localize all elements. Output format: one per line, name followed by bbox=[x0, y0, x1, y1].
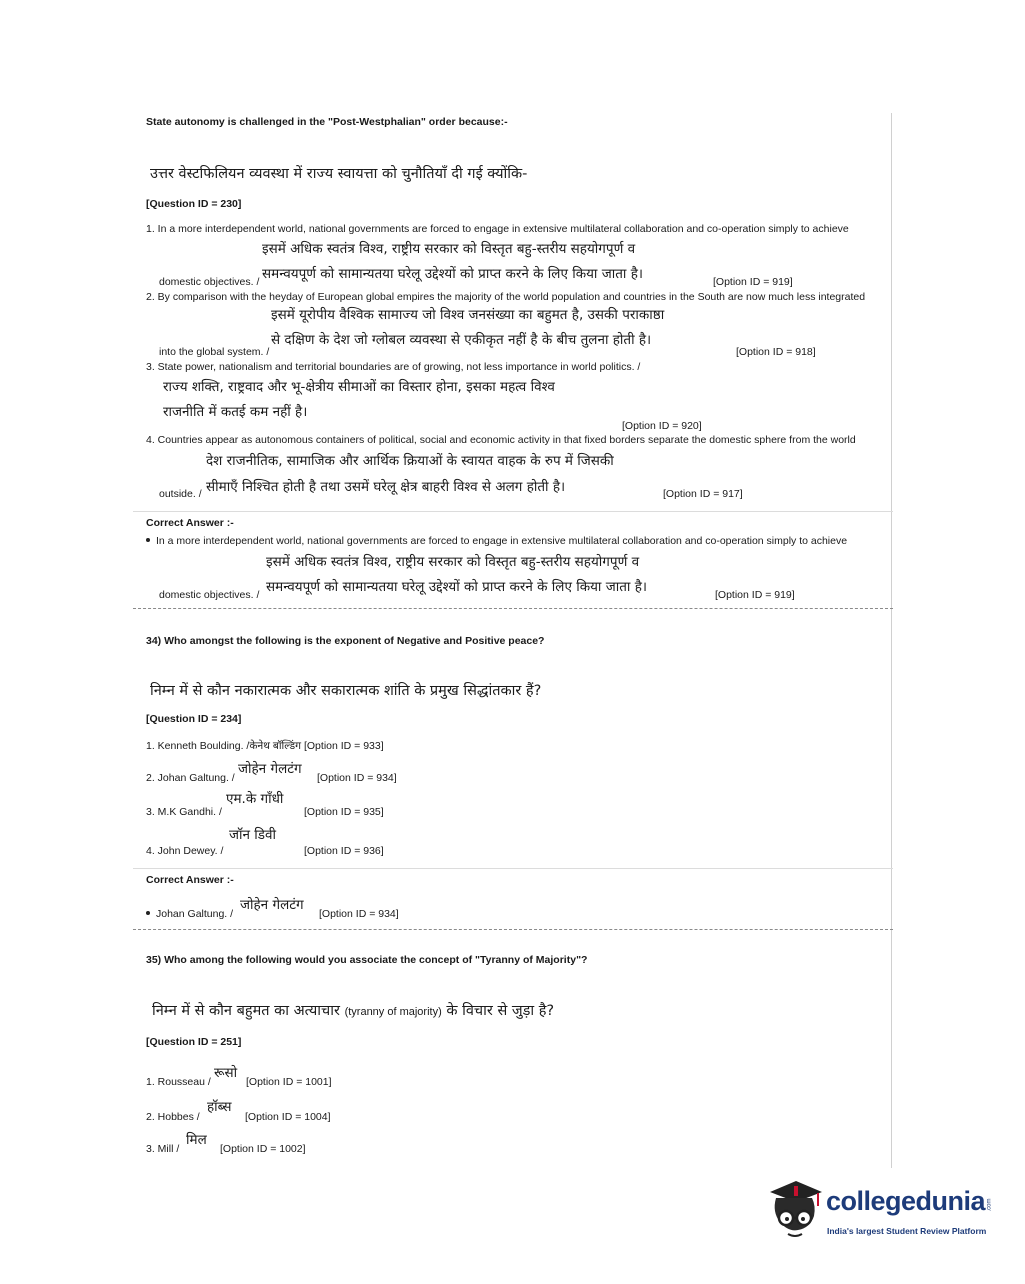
q33-option-2-line1: 2. By comparison with the heyday of European global empires the majority of the world population and countries in the South are now much less integrated bbox=[146, 291, 866, 303]
q35-option-2-hi: हॉब्स bbox=[207, 1099, 232, 1115]
q35-option-3-en: 3. Mill / bbox=[146, 1143, 180, 1155]
q34-option-3-en: 3. M.K Gandhi. / bbox=[146, 806, 222, 818]
q33-option-4-id: [Option ID = 917] bbox=[663, 488, 743, 500]
q35-option-1-en: 1. Rousseau / bbox=[146, 1076, 211, 1088]
question-separator bbox=[133, 608, 893, 609]
student-mascot-icon bbox=[766, 1178, 826, 1244]
q35-option-1-id: [Option ID = 1001] bbox=[246, 1076, 332, 1088]
q35-question-hi-a: निम्न में से कौन बहुमत का अत्याचार bbox=[152, 1003, 340, 1019]
q35-option-2-en: 2. Hobbes / bbox=[146, 1111, 200, 1123]
q34-question-en: 34) Who amongst the following is the exponent of Negative and Positive peace? bbox=[146, 635, 545, 647]
q34-option-3-hi: एम.के गाँधी bbox=[226, 791, 284, 807]
q35-option-2-id: [Option ID = 1004] bbox=[245, 1111, 331, 1123]
q34-option-1: 1. Kenneth Boulding. /केनेथ बॉल्डिंग [Option ID = 933] bbox=[146, 740, 384, 752]
q33-option-4-line2: outside. / bbox=[159, 488, 202, 500]
q34-question-hi: निम्न में से कौन नकारात्मक और सकारात्मक शांति के प्रमुख सिद्धांतकार हैं? bbox=[150, 683, 542, 699]
collegedunia-logo bbox=[766, 1178, 996, 1248]
q33-option-1-line2: domestic objectives. / bbox=[159, 276, 260, 288]
q33-option-4-hi2: सीमाएँ निश्चित होती है तथा उसमें घरेलू क्षेत्र बाहरी विश्व से अलग होती है। bbox=[206, 479, 566, 495]
q35-question-id: [Question ID = 251] bbox=[146, 1036, 242, 1048]
q34-question-id: [Question ID = 234] bbox=[146, 713, 242, 725]
q33-option-2-hi2: से दक्षिण के देश जो ग्लोबल व्यवस्था से एकीकृत नहीं है के बीच तुलना होती है। bbox=[271, 332, 652, 348]
q33-option-4-hi1: देश राजनीतिक, सामाजिक और आर्थिक क्रियाओं के स्वायत वाहक के रुप में जिसकी bbox=[206, 453, 614, 469]
logo-wordmark: collegedunia bbox=[826, 1186, 986, 1216]
q33-correct-label: Correct Answer :- bbox=[146, 517, 234, 529]
q34-option-3-id: [Option ID = 935] bbox=[304, 806, 384, 818]
q33-option-4-line1: 4. Countries appear as autonomous containers of political, social and economic activity in that fixed borders separate the domestic sphere from the world bbox=[146, 434, 856, 446]
q33-option-1-hi2: समन्वयपूर्ण को सामान्यतया घरेलू उद्देश्यों को प्राप्त करने के लिए किया जाता है। bbox=[262, 266, 643, 282]
q33-option-3-id: [Option ID = 920] bbox=[622, 420, 702, 432]
q34-option-4-en: 4. John Dewey. / bbox=[146, 845, 224, 857]
q34-correct-hi: जोहेन गेलटंग bbox=[240, 897, 304, 913]
q35-option-1-hi: रूसो bbox=[214, 1065, 238, 1081]
q33-option-2-id: [Option ID = 918] bbox=[736, 346, 816, 358]
q34-correct-en bbox=[146, 908, 233, 920]
bullet-icon bbox=[146, 911, 150, 915]
q33-option-3-line1: 3. State power, nationalism and territorial boundaries are of growing, not less importance in world politics. / bbox=[146, 361, 641, 373]
q33-option-2-line2: into the global system. / bbox=[159, 346, 270, 358]
logo-tld: .com bbox=[986, 1198, 993, 1212]
q33-question-en: State autonomy is challenged in the "Post-Westphalian" order because:- bbox=[146, 116, 508, 128]
q35-question-hi bbox=[152, 1000, 554, 1020]
q33-option-3-hi2: राजनीति में कतई कम नहीं है। bbox=[163, 404, 308, 420]
q33-correct-hi2: समन्वयपूर्ण को सामान्यतया घरेलू उद्देश्यों को प्राप्त करने के लिए किया जाता है। bbox=[266, 579, 647, 595]
q35-option-3-hi: मिल bbox=[186, 1132, 207, 1148]
divider bbox=[133, 511, 893, 512]
q33-question-hi: उत्तर वेस्टफिलियन व्यवस्था में राज्य स्वायत्ता को चुनौतियाँ दी गई क्योंकि- bbox=[150, 166, 528, 182]
q34-option-2-en: 2. Johan Galtung. / bbox=[146, 772, 235, 784]
bullet-icon bbox=[146, 538, 150, 542]
q33-correct-line1-text: In a more interdependent world, national governments are forced to engage in extensive multilateral collaboration and co-operation simply to achieve bbox=[156, 535, 848, 547]
logo-tagline: India's largest Student Review Platform bbox=[827, 1226, 987, 1236]
q33-option-1-id: [Option ID = 919] bbox=[713, 276, 793, 288]
q33-correct-line1 bbox=[146, 535, 847, 547]
q33-correct-hi1: इसमें अधिक स्वतंत्र विश्व, राष्ट्रीय सरकार को विस्तृत बहु-स्तरीय सहयोगपूर्ण व bbox=[266, 554, 640, 570]
q34-option-2-id: [Option ID = 934] bbox=[317, 772, 397, 784]
q33-option-1-hi1: इसमें अधिक स्वतंत्र विश्व, राष्ट्रीय सरकार को विस्तृत बहु-स्तरीय सहयोगपूर्ण व bbox=[262, 241, 636, 257]
q34-option-2-hi: जोहेन गेलटंग bbox=[238, 761, 302, 777]
question-separator bbox=[133, 929, 893, 930]
divider bbox=[133, 868, 893, 869]
q34-correct-label: Correct Answer :- bbox=[146, 874, 234, 886]
q35-question-en: 35) Who among the following would you associate the concept of "Tyranny of Majority"? bbox=[146, 954, 588, 966]
q34-option-4-id: [Option ID = 936] bbox=[304, 845, 384, 857]
q35-question-hi-c: के विचार से जुड़ा है? bbox=[446, 1003, 555, 1019]
q33-option-1-line1: 1. In a more interdependent world, national governments are forced to engage in extensive multilateral collaboration and co-operation simply to achieve bbox=[146, 223, 849, 235]
q33-correct-id: [Option ID = 919] bbox=[715, 589, 795, 601]
q33-correct-line2: domestic objectives. / bbox=[159, 589, 260, 601]
q35-question-hi-b: (tyranny of majority) bbox=[344, 1006, 442, 1018]
q33-option-2-hi1: इसमें यूरोपीय वैश्विक सामाज्य जो विश्व जनसंख्या का बहुमत है, उसकी पराकाष्ठा bbox=[271, 307, 665, 323]
q34-option-4-hi: जॉन डिवी bbox=[229, 827, 277, 843]
right-border-line bbox=[891, 113, 892, 1168]
q34-correct-id: [Option ID = 934] bbox=[319, 908, 399, 920]
q33-option-3-hi1: राज्य शक्ति, राष्ट्रवाद और भू-क्षेत्रीय सीमाओं का विस्तार होना, इसका महत्व विश्व bbox=[163, 379, 555, 395]
q34-correct-en-text: Johan Galtung. / bbox=[156, 908, 234, 920]
q33-question-id: [Question ID = 230] bbox=[146, 198, 242, 210]
q35-option-3-id: [Option ID = 1002] bbox=[220, 1143, 306, 1155]
